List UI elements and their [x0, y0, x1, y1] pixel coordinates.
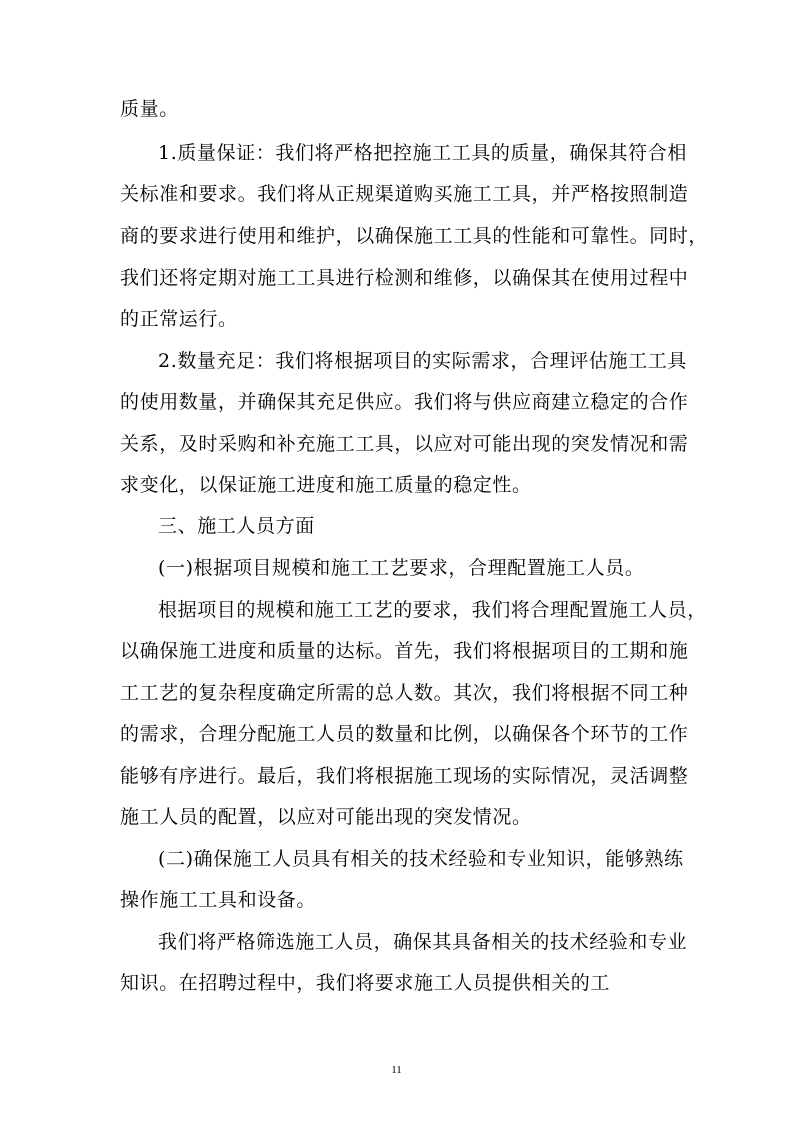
text-line: 关标准和要求。我们将从正规渠道购买施工工具，并严格按照制造	[120, 183, 689, 205]
text-line: 施工人员的配置，以应对可能出现的突发情况。	[120, 806, 532, 828]
page-number: 11	[391, 1064, 402, 1076]
text-line: 工工艺的复杂程度确定所需的总人数。其次，我们将根据不同工种	[120, 682, 689, 704]
text-line: 我们还将定期对施工工具进行检测和维修，以确保其在使用过程中	[120, 267, 689, 289]
text-line: 求变化，以保证施工进度和施工质量的稳定性。	[120, 474, 532, 496]
text-line: 以确保施工进度和质量的达标。首先，我们将根据项目的工期和施	[120, 640, 689, 662]
text-line: 商的要求进行使用和维护，以确保施工工具的性能和可靠性。同时，	[120, 225, 709, 247]
text-line: 2.数量充足：我们将根据项目的实际需求，合理评估施工工具	[158, 350, 687, 372]
text-line: 能够有序进行。最后，我们将根据施工现场的实际情况，灵活调整	[120, 765, 689, 787]
subsection-heading: (二)确保施工人员具有相关的技术经验和专业知识，能够熟练	[158, 848, 684, 870]
text-line: 的正常运行。	[120, 308, 238, 330]
text-line: 的使用数量，并确保其充足供应。我们将与供应商建立稳定的合作	[120, 391, 689, 413]
text-line: 的需求，合理分配施工人员的数量和比例，以确保各个环节的工作	[120, 723, 689, 745]
text-line: 关系，及时采购和补充施工工具，以应对可能出现的突发情况和需	[120, 433, 689, 455]
text-line: 我们将严格筛选施工人员，确保其具备相关的技术经验和专业	[158, 931, 688, 953]
subsection-heading: (一)根据项目规模和施工工艺要求，合理配置施工人员。	[158, 557, 645, 579]
section-heading: 三、施工人员方面	[158, 515, 315, 537]
text-line: 1.质量保证：我们将严格把控施工工具的质量，确保其符合相	[158, 142, 687, 164]
text-line: 知识。在招聘过程中，我们将要求施工人员提供相关的工	[120, 972, 611, 994]
text-line: 质量。	[120, 98, 179, 120]
text-line: 根据项目的规模和施工工艺的要求，我们将合理配置施工人员，	[158, 599, 707, 621]
subsection-heading-continued: 操作施工工具和设备。	[120, 889, 317, 911]
